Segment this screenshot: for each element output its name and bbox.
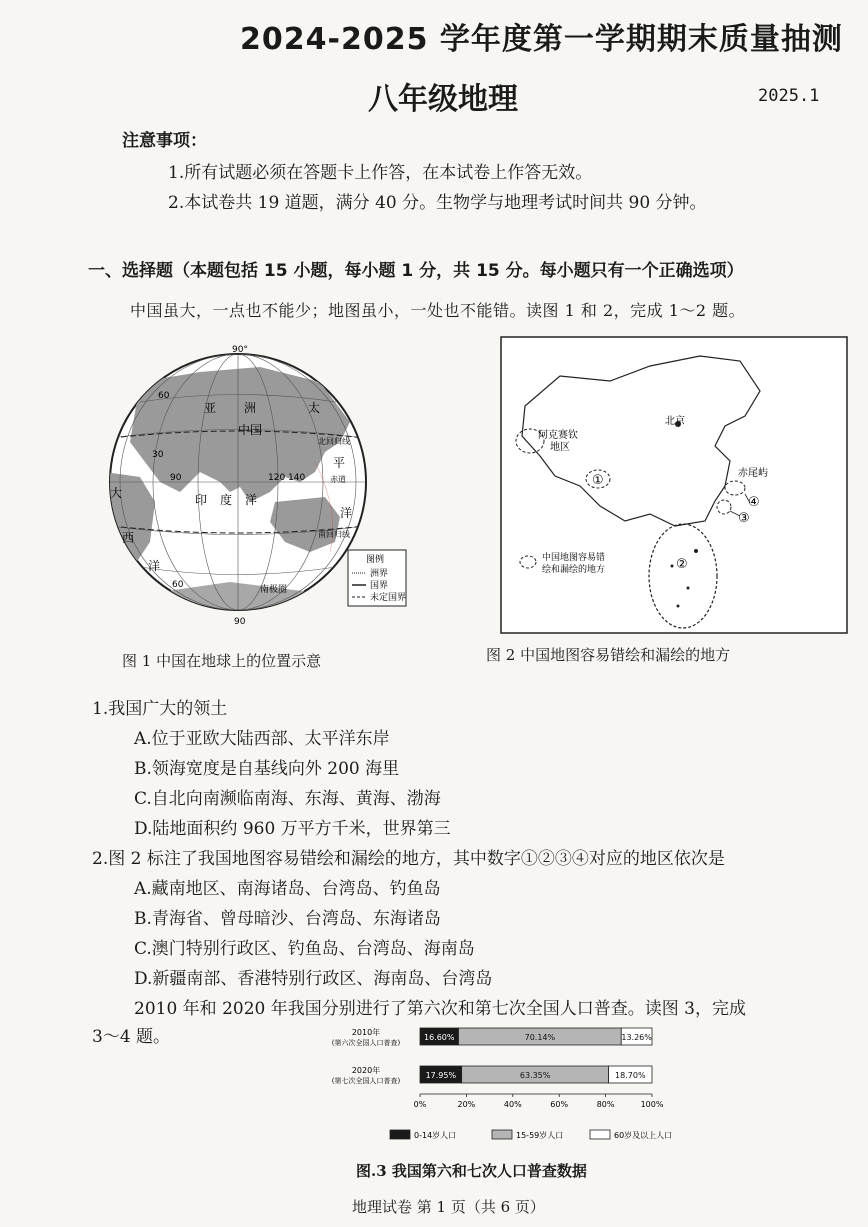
globe-label-90: 90 (170, 473, 182, 483)
globe-label-indian-2: 度 (220, 493, 233, 507)
x-tick-label: 80% (596, 1100, 615, 1109)
bar-data-label: 17.95% (425, 1071, 457, 1080)
census-chart (300, 1022, 700, 1152)
bar-category-label: 2010年 (351, 1028, 381, 1037)
exam-title: 2024-2025 学年度第一学期期末质量抽测 (240, 22, 843, 57)
china-map-figure (500, 336, 850, 636)
map-label-beijing: 北京 (665, 416, 685, 427)
globe-label-indian-1: 印 (195, 493, 208, 507)
bar-data-label: 18.70% (615, 1071, 646, 1080)
globe-label-30: 30 (152, 450, 164, 460)
map-label-2: ② (676, 557, 688, 572)
bar-category-sublabel: (第六次全国人口普查) (331, 1039, 401, 1047)
q2-option-d: D.新疆南部、香港特别行政区、海南岛、台湾岛 (134, 969, 493, 989)
globe-label-140: 140 (288, 473, 306, 483)
x-tick-label: 0% (413, 1100, 427, 1109)
bar-data-label: 16.60% (423, 1033, 455, 1042)
x-tick-label: 100% (640, 1100, 664, 1109)
q2-option-b: B.青海省、曾母暗沙、台湾岛、东海诸岛 (134, 909, 441, 929)
bar-category-sublabel: (第七次全国人口普查) (331, 1077, 401, 1085)
legend-swatch (492, 1130, 512, 1139)
map-label-aksai-2: 地区 (550, 442, 570, 453)
globe-legend-item-1: 洲界 (370, 569, 389, 579)
exam-date: 2025.1 (758, 86, 820, 106)
bar-data-label: 70.14% (524, 1033, 556, 1042)
map-legend-1: 中国地图容易错 (542, 553, 606, 563)
globe-label-indian-3: 洋 (245, 493, 258, 507)
census-intro-1: 2010 年和 2020 年我国分别进行了第六次和第七次全国人口普查。读图 3，完成 (134, 999, 746, 1019)
globe-label-atlantic-2: 西 (122, 531, 135, 545)
globe-label-tropic-s: 南回归线 (318, 530, 350, 539)
globe-label-bottom: 90 (234, 617, 246, 627)
q1-option-a: A.位于亚欧大陆西部、太平洋东岸 (134, 729, 390, 749)
notice-item-2: 2.本试卷共 19 道题，满分 40 分。生物学与地理考试时间共 90 分钟。 (168, 193, 707, 213)
section1-intro: 中国虽大，一点也不能少；地图虽小，一处也不能错。读图 1 和 2，完成 1～2 题。 (130, 301, 746, 320)
globe-label-120: 120 (268, 473, 286, 483)
fig3-caption: 图.3 我国第六和七次人口普查数据 (356, 1162, 587, 1180)
legend-label: 60岁及以上人口 (614, 1131, 673, 1140)
globe-label-pacific-2: 平 (333, 456, 346, 470)
map-label-aksai-1: 阿克赛钦 (538, 430, 578, 441)
globe-label-asia-1: 亚 (204, 401, 217, 415)
map-label-1: ① (592, 473, 604, 488)
globe-label-china: 中国 (238, 423, 263, 437)
q2-option-a: A.藏南地区、南海诸岛、台湾岛、钓鱼岛 (134, 879, 441, 899)
globe-label-top: 90° (232, 345, 248, 355)
x-tick-label: 40% (503, 1100, 522, 1109)
fig2-caption: 图 2 中国地图容易错绘和漏绘的地方 (486, 646, 731, 664)
bar-data-label: 13.26% (621, 1033, 652, 1042)
exam-subtitle: 八年级地理 (368, 82, 518, 117)
map-legend-2: 绘和漏绘的地方 (542, 565, 606, 575)
legend-label: 0-14岁人口 (414, 1131, 457, 1140)
globe-legend-item-3: 未定国界 (370, 593, 407, 603)
globe-label-60b: 60 (158, 391, 170, 401)
globe-label-equator: 赤道 (330, 475, 346, 484)
globe-legend (348, 550, 406, 606)
section1-heading: 一、选择题（本题包括 15 小题，每小题 1 分，共 15 分。每小题只有一个正确选项） (88, 261, 744, 281)
q2-stem: 2.图 2 标注了我国地图容易错绘和漏绘的地方，其中数字①②③④对应的地区依次是 (92, 849, 725, 869)
globe-legend-title: 图例 (366, 555, 385, 565)
globe-label-pacific-3: 洋 (340, 506, 353, 520)
globe-label-pacific-1: 太 (308, 401, 321, 415)
globe-figure (100, 342, 410, 632)
q2-option-c: C.澳门特别行政区、钓鱼岛、台湾岛、海南岛 (134, 939, 475, 959)
legend-swatch (590, 1130, 610, 1139)
globe-label-60: 60 (172, 580, 184, 590)
q1-option-c: C.自北向南濒临南海、东海、黄海、渤海 (134, 789, 441, 809)
globe-legend-item-2: 国界 (370, 581, 389, 591)
x-tick-label: 20% (457, 1100, 476, 1109)
map-label-chiwei: 赤尾屿 (738, 468, 768, 479)
x-tick-label: 60% (550, 1100, 569, 1109)
bar-category-label: 2020年 (351, 1066, 381, 1075)
legend-label: 15-59岁人口 (516, 1131, 564, 1140)
notice-item-1: 1.所有试题必须在答题卡上作答，在本试卷上作答无效。 (168, 163, 593, 183)
notice-heading: 注意事项： (122, 131, 207, 151)
map-label-4: ④ (748, 495, 760, 510)
globe-label-asia-2: 洲 (244, 401, 257, 415)
globe-label-atlantic-3: 洋 (148, 559, 161, 573)
q1-option-d: D.陆地面积约 960 万平方千米，世界第三 (134, 819, 451, 839)
q1-stem: 1.我国广大的领土 (92, 699, 228, 719)
map-label-3: ③ (738, 511, 750, 526)
globe-label-atlantic-1: 大 (110, 486, 123, 500)
q1-option-b: B.领海宽度是自基线向外 200 海里 (134, 759, 400, 779)
bar-data-label: 63.35% (519, 1071, 551, 1080)
globe-label-antarctic: 南极圈 (260, 585, 288, 595)
census-intro-2: 3～4 题。 (92, 1027, 171, 1047)
fig1-caption: 图 1 中国在地球上的位置示意 (122, 652, 322, 670)
legend-swatch (390, 1130, 410, 1139)
globe-label-tropic-n: 北回归线 (318, 437, 350, 446)
page-footer: 地理试卷 第 1 页（共 6 页） (352, 1198, 545, 1216)
